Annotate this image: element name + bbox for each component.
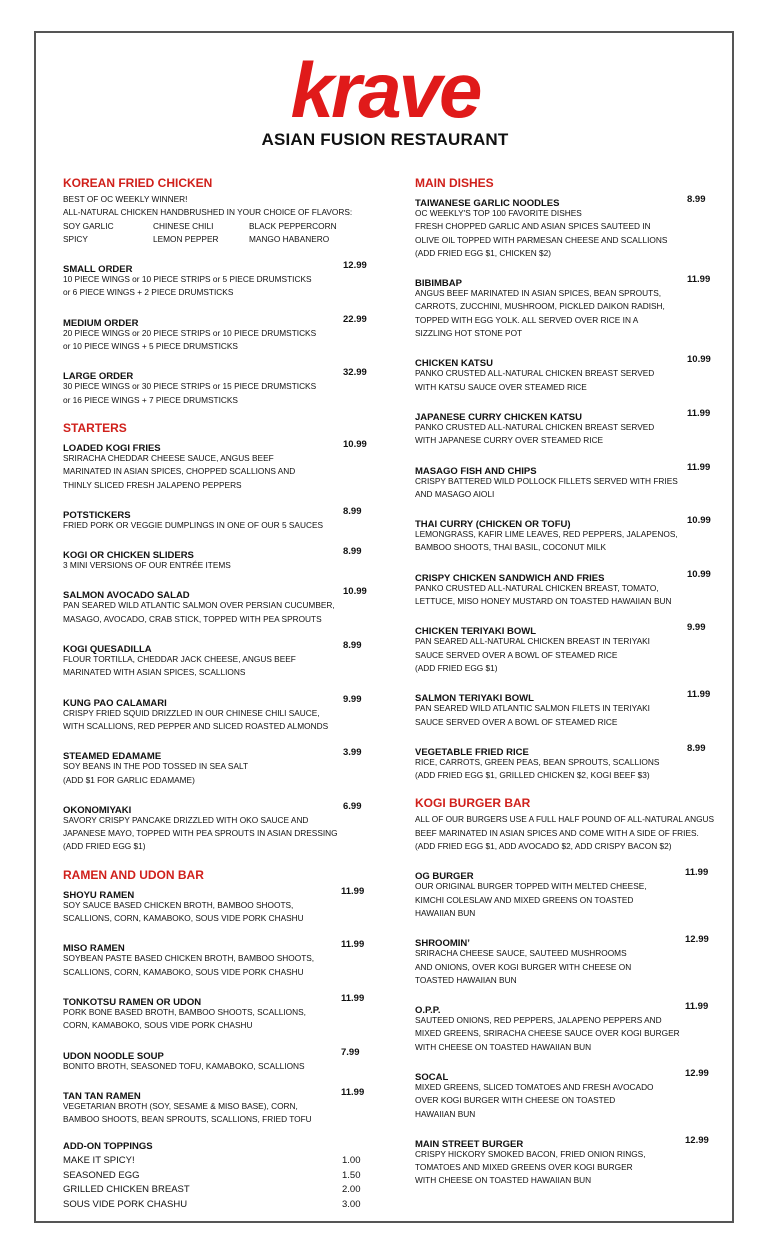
menu-item-price: 10.99 bbox=[343, 586, 367, 598]
menu-item-description: OUR ORIGINAL BURGER TOPPED WITH MELTED CHEESE, bbox=[415, 881, 647, 892]
menu-item bbox=[415, 273, 715, 340]
menu-item bbox=[415, 1067, 715, 1121]
menu-item-name: CHICKEN KATSU bbox=[415, 358, 493, 370]
menu-item-description: PAN SEARED ALL-NATURAL CHICKEN BREAST IN TERIYAKI bbox=[415, 636, 650, 647]
section-intro-line: ALL-NATURAL CHICKEN HANDBRUSHED IN YOUR CHOICE OF FLAVORS: bbox=[63, 207, 353, 218]
menu-item-description: WITH CHEESE ON TOASTED HAWAIIAN BUN bbox=[415, 1041, 592, 1052]
menu-item-header bbox=[415, 353, 715, 370]
menu-item-price: 12.99 bbox=[685, 1067, 709, 1079]
menu-item-description: SIZZLING HOT STONE POT bbox=[415, 328, 523, 339]
menu-item-description: WITH JAPANESE CURRY OVER STEAMED RICE bbox=[415, 435, 604, 446]
menu-item-header bbox=[415, 1067, 715, 1081]
menu-item bbox=[415, 461, 715, 502]
menu-item-price: 8.99 bbox=[343, 505, 362, 517]
menu-item-description: TOMATOES AND MIXED GREENS OVER KOGI BURGER bbox=[415, 1162, 633, 1173]
menu-item-description: BONITO BROTH, SEASONED TOFU, KAMABOKO, SCALLIONS bbox=[63, 1060, 305, 1071]
menu-item-header bbox=[415, 461, 715, 475]
item-list bbox=[63, 885, 373, 1127]
addon-name: SOUS VIDE PORK CHASHU bbox=[63, 1198, 188, 1210]
addon-row bbox=[63, 1154, 373, 1169]
menu-item-description: 3 MINI VERSIONS OF OUR ENTRÉE ITEMS bbox=[63, 560, 231, 571]
logo-wordmark: krave bbox=[290, 46, 480, 134]
section-intro-line: (ADD FRIED EGG $1, ADD AVOCADO $2, ADD CRISPY BACON $2) bbox=[415, 841, 672, 852]
menu-item-price: 11.99 bbox=[341, 992, 365, 1004]
right-column bbox=[415, 176, 715, 1188]
addon-list bbox=[63, 1154, 373, 1212]
menu-item bbox=[63, 259, 373, 300]
menu-item-description: MIXED GREENS, SRIRACHA CHEESE SAUCE OVER KOGI BURGER bbox=[415, 1028, 680, 1039]
menu-item bbox=[63, 313, 373, 354]
menu-item bbox=[63, 585, 373, 626]
menu-item-description: CORN, KAMABOKO, SOUS VIDE PORK CHASHU bbox=[63, 1020, 253, 1031]
menu-item-description: ANGUS BEEF MARINATED IN ASIAN SPICES, BEAN SPROUTS, bbox=[415, 288, 662, 299]
menu-item-name: UDON NOODLE SOUP bbox=[63, 1050, 164, 1062]
menu-item-header bbox=[63, 800, 373, 814]
menu-item-description: TOPPED WITH EGG YOLK. ALL SERVED OVER RICE IN A bbox=[415, 314, 639, 325]
addon-price: 2.00 bbox=[342, 1184, 361, 1196]
flavor: BLACK PEPPERCORN bbox=[249, 220, 337, 231]
menu-item-name: SOCAL bbox=[415, 1071, 449, 1083]
menu-item-price: 11.99 bbox=[341, 885, 365, 897]
section-title: MAIN DISHES bbox=[415, 176, 494, 190]
menu-item-description: or 16 PIECE WINGS + 7 PIECE DRUMSTICKS bbox=[63, 394, 238, 405]
menu-item bbox=[63, 505, 373, 532]
menu-item bbox=[63, 693, 373, 734]
menu-item bbox=[415, 568, 715, 609]
menu-item-description: or 10 PIECE WINGS + 5 PIECE DRUMSTICKS bbox=[63, 341, 238, 352]
menu-item-description: JAPANESE MAYO, TOPPED WITH PEA SPROUTS IN ASIAN DRESSING bbox=[63, 828, 338, 839]
menu-item-name: TONKOTSU RAMEN OR UDON bbox=[63, 996, 202, 1008]
menu-item-description: 10 PIECE WINGS or 10 PIECE STRIPS or 5 PIECE DRUMSTICKS bbox=[63, 274, 312, 285]
menu-item-description: WITH KATSU SAUCE OVER STEAMED RICE bbox=[415, 381, 587, 392]
menu-item-header bbox=[63, 1046, 373, 1060]
menu-item-price: 10.99 bbox=[687, 354, 711, 366]
menu-item-description: PANKO CRUSTED ALL-NATURAL CHICKEN BREAST, TOMATO, bbox=[415, 582, 659, 593]
item-list bbox=[63, 438, 373, 854]
menu-item-price: 11.99 bbox=[687, 461, 711, 473]
menu-item-description: KIMCHI COLESLAW AND MIXED GREENS ON TOASTED bbox=[415, 894, 634, 905]
menu-item-price: 6.99 bbox=[343, 800, 362, 812]
menu-item-header bbox=[63, 1086, 373, 1100]
addon-price: 3.00 bbox=[342, 1198, 361, 1210]
menu-item-name: SALMON AVOCADO SALAD bbox=[63, 590, 190, 602]
menu-item-description: FRIED PORK OR VEGGIE DUMPLINGS IN ONE OF OUR 5 SAUCES bbox=[63, 519, 324, 530]
menu-item-price: 12.99 bbox=[685, 934, 709, 946]
menu-item-name: TAN TAN RAMEN bbox=[63, 1090, 141, 1102]
section-title: STARTERS bbox=[63, 420, 127, 435]
menu-item-description: SAUCE SERVED OVER A BOWL OF STEAMED RICE bbox=[415, 716, 618, 727]
menu-item-description: OVER KOGI BURGER WITH CHEESE ON TOASTED bbox=[415, 1095, 616, 1106]
menu-item-description: MARINATED IN ASIAN SPICES, CHOPPED SCALLIONS AND bbox=[63, 466, 296, 477]
menu-item-description: SRIRACHA CHEDDAR CHEESE SAUCE, ANGUS BEEF bbox=[63, 452, 274, 463]
menu-item-name: THAI CURRY (CHICKEN OR TOFU) bbox=[415, 519, 571, 531]
menu-item bbox=[63, 885, 373, 926]
menu-item-description: SOYBEAN PASTE BASED CHICKEN BROTH, BAMBOO SHOOTS, bbox=[63, 953, 315, 964]
menu-item-name: OKONOMIYAKI bbox=[63, 804, 132, 816]
menu-item-description: MIXED GREENS, SLICED TOMATOES AND FRESH AVOCADO bbox=[415, 1081, 654, 1092]
addon-name: GRILLED CHICKEN BREAST bbox=[63, 1184, 190, 1196]
menu-item bbox=[63, 1086, 373, 1127]
menu-item bbox=[63, 1046, 373, 1073]
menu-item-description: AND MASAGO AIOLI bbox=[415, 488, 495, 499]
menu-item-description: CRISPY FRIED SQUID DRIZZLED IN OUR CHINESE CHILI SAUCE, bbox=[63, 707, 320, 718]
menu-item-description: SOY BEANS IN THE POD TOSSED IN SEA SALT bbox=[63, 761, 249, 772]
menu-item-price: 11.99 bbox=[687, 689, 711, 701]
menu-item-description: PANKO CRUSTED ALL-NATURAL CHICKEN BREAST SERVED bbox=[415, 368, 655, 379]
menu-item-price: 8.99 bbox=[343, 546, 362, 558]
flavor-list bbox=[63, 220, 373, 247]
menu-item-description: BAMBOO SHOOTS, BEAN SPROUTS, SCALLIONS, FRIED TOFU bbox=[63, 1114, 312, 1125]
menu-item-price: 10.99 bbox=[687, 568, 711, 580]
menu-item bbox=[63, 938, 373, 979]
addon-row bbox=[63, 1198, 373, 1213]
menu-item-header bbox=[63, 639, 373, 656]
menu-item-name: O.P.P. bbox=[415, 1005, 441, 1017]
menu-item-name: MAIN STREET BURGER bbox=[415, 1138, 524, 1150]
menu-item-description: CRISPY HICKORY SMOKED BACON, FRIED ONION RINGS, bbox=[415, 1148, 646, 1159]
menu-item-description: 30 PIECE WINGS or 30 PIECE STRIPS or 15 PIECE DRUMSTICKS bbox=[63, 381, 317, 392]
menu-item-header bbox=[415, 514, 715, 531]
menu-item-description: CARROTS, ZUCCHINI, MUSHROOM, PICKLED DAIKON RADISH, bbox=[415, 301, 665, 312]
menu-item-price: 9.99 bbox=[687, 622, 706, 634]
menu-item-description: SCALLIONS, CORN, KAMABOKO, SOUS VIDE PORK CHASHU bbox=[63, 913, 304, 924]
item-list bbox=[63, 259, 373, 407]
menu-item bbox=[63, 366, 373, 407]
menu-item bbox=[415, 514, 715, 555]
menu-item-header bbox=[63, 693, 373, 707]
menu-item-header bbox=[63, 746, 373, 763]
menu-item-description: OLIVE OIL TOPPED WITH PARMESAN CHEESE AND SCALLIONS bbox=[415, 234, 668, 245]
menu-item-price: 8.99 bbox=[687, 742, 706, 754]
menu-item-description: SAUCE SERVED OVER A BOWL OF STEAMED RICE bbox=[415, 649, 618, 660]
menu-item bbox=[415, 407, 715, 448]
menu-item-description: MASAGO, AVOCADO, CRAB STICK, TOPPED WITH PEA SPROUTS bbox=[63, 613, 322, 624]
menu-item-name: TAIWANESE GARLIC NOODLES bbox=[415, 198, 560, 209]
addon-row bbox=[63, 1169, 373, 1184]
section-title: KOREAN FRIED CHICKEN bbox=[63, 176, 213, 190]
menu-item-description: SAVORY CRISPY PANCAKE DRIZZLED WITH OKO SAUCE AND bbox=[63, 814, 309, 825]
menu-item-header bbox=[63, 585, 373, 602]
menu-item-description: PAN SEARED WILD ATLANTIC SALMON OVER PERSIAN CUCUMBER, bbox=[63, 600, 335, 611]
menu-item-description: SCALLIONS, CORN, KAMABOKO, SOUS VIDE PORK CHASHU bbox=[63, 966, 304, 977]
menu-item-name: KUNG PAO CALAMARI bbox=[63, 697, 167, 709]
addon-name: SEASONED EGG bbox=[63, 1169, 140, 1181]
menu-item-description: HAWAIIAN BUN bbox=[415, 907, 476, 918]
menu-item-description: SRIRACHA CHEESE SAUCE, SAUTEED MUSHROOMS bbox=[415, 948, 627, 959]
menu-item-price: 8.99 bbox=[343, 640, 362, 652]
menu-item-description: LEMONGRASS, KAFIR LIME LEAVES, RED PEPPERS, JALAPENOS, bbox=[415, 529, 678, 540]
menu-item-description: VEGETARIAN BROTH (SOY, SESAME & MISO BASE), CORN, bbox=[63, 1100, 298, 1111]
menu-item bbox=[63, 438, 373, 492]
menu-item-price: 11.99 bbox=[685, 867, 709, 879]
section-intro-line: BEST OF OC WEEKLY WINNER! bbox=[63, 194, 188, 204]
menu-item-name: CHICKEN TERIYAKI BOWL bbox=[415, 626, 537, 638]
menu-item-header bbox=[63, 992, 373, 1006]
section-korean-fried-chicken bbox=[63, 176, 373, 407]
menu-item-header bbox=[63, 545, 373, 562]
menu-item-name: MASAGO FISH AND CHIPS bbox=[415, 465, 537, 477]
menu-item-price: 10.99 bbox=[343, 438, 367, 450]
section-title: KOGI BURGER BAR bbox=[415, 796, 531, 811]
menu-item-description: WITH SCALLIONS, RED PEPPER AND SLICED ROASTED ALMONDS bbox=[63, 720, 329, 731]
menu-item-header bbox=[415, 407, 715, 421]
menu-item-price: 10.99 bbox=[687, 515, 711, 527]
menu-item bbox=[415, 621, 715, 675]
menu-item-header bbox=[415, 1134, 715, 1148]
menu-item bbox=[415, 933, 715, 987]
menu-item-description: CRISPY BATTERED WILD POLLOCK FILLETS SERVED WITH FRIES bbox=[415, 475, 678, 486]
menu-item-description: SOY SAUCE BASED CHICKEN BROTH, BAMBOO SHOOTS, bbox=[63, 899, 294, 910]
menu-item-description: MARINATED WITH ASIAN SPICES, SCALLIONS bbox=[63, 667, 246, 678]
menu-item-name: LOADED KOGI FRIES bbox=[63, 442, 161, 454]
menu-item-description: THINLY SLICED FRESH JALAPENO PEPPERS bbox=[63, 479, 242, 490]
flavor: CHINESE CHILI bbox=[153, 220, 214, 231]
menu-item-name: JAPANESE CURRY CHICKEN KATSU bbox=[415, 411, 582, 423]
menu-item-header bbox=[415, 866, 715, 883]
section-ramen-udon bbox=[63, 868, 373, 1213]
section-kogi-burger-bar bbox=[415, 796, 715, 1187]
menu-item-description: (ADD FRIED EGG $1) bbox=[415, 662, 498, 673]
menu-item-header bbox=[415, 742, 715, 756]
menu-item-description: 20 PIECE WINGS or 20 PIECE STRIPS or 10 PIECE DRUMSTICKS bbox=[63, 327, 317, 338]
menu-item-header bbox=[63, 313, 373, 327]
menu-item-description: OC WEEKLY'S TOP 100 FAVORITE DISHES bbox=[415, 208, 582, 218]
section-starters bbox=[63, 421, 373, 854]
section-main-dishes bbox=[415, 176, 715, 782]
menu-item-description: SAUTEED ONIONS, RED PEPPERS, JALAPENO PEPPERS AND bbox=[415, 1015, 662, 1026]
menu-item-name: SHOYU RAMEN bbox=[63, 889, 135, 901]
section-intro-line: BEEF MARINATED IN ASIAN SPICES AND COME WITH A SIDE OF FRIES. bbox=[415, 827, 699, 838]
menu-item-name: STEAMED EDAMAME bbox=[63, 751, 162, 763]
menu-item-description: (ADD FRIED EGG $1, GRILLED CHICKEN $2, KOGI BEEF $3) bbox=[415, 770, 650, 781]
menu-item-description: AND ONIONS, OVER KOGI BURGER WITH CHEESE ON bbox=[415, 961, 632, 972]
menu-item-price: 11.99 bbox=[687, 407, 711, 419]
menu-item-header bbox=[63, 938, 373, 955]
menu-item-name: MISO RAMEN bbox=[63, 943, 125, 955]
menu-item bbox=[63, 992, 373, 1033]
item-list bbox=[415, 193, 715, 782]
menu-item bbox=[415, 866, 715, 920]
menu-item-name: KOGI OR CHICKEN SLIDERS bbox=[63, 550, 194, 562]
menu-item-description: PAN SEARED WILD ATLANTIC SALMON FILETS IN TERIYAKI bbox=[415, 703, 650, 714]
menu-item-description: HAWAIIAN BUN bbox=[415, 1108, 476, 1119]
menu-item-name: POTSTICKERS bbox=[63, 509, 131, 521]
menu-item-name: KOGI QUESADILLA bbox=[63, 644, 152, 656]
krave-logo bbox=[250, 46, 520, 134]
menu-item-header bbox=[63, 885, 373, 899]
menu-item bbox=[415, 1000, 715, 1054]
menu-item-description: (ADD FRIED EGG $1, CHICKEN $2) bbox=[415, 247, 552, 258]
flavor: LEMON PEPPER bbox=[153, 233, 219, 244]
menu-item-description: (ADD $1 FOR GARLIC EDAMAME) bbox=[63, 774, 195, 785]
menu-item-header bbox=[415, 193, 715, 207]
menu-item-description: FLOUR TORTILLA, CHEDDAR JACK CHEESE, ANGUS BEEF bbox=[63, 654, 296, 665]
addon-name: MAKE IT SPICY! bbox=[63, 1155, 135, 1167]
menu-item-price: 12.99 bbox=[685, 1134, 709, 1146]
item-list bbox=[415, 866, 715, 1187]
menu-item-name: SMALL ORDER bbox=[63, 264, 133, 276]
menu-item-header bbox=[415, 621, 715, 638]
menu-item-description: WITH CHEESE ON TOASTED HAWAIIAN BUN bbox=[415, 1175, 592, 1186]
menu-item-description: BAMBOO SHOOTS, THAI BASIL, COCONUT MILK bbox=[415, 542, 607, 553]
menu-item-header bbox=[415, 568, 715, 582]
flavor: MANGO HABANERO bbox=[249, 233, 330, 244]
menu-item bbox=[63, 800, 373, 854]
flavor: SPICY bbox=[63, 233, 88, 244]
menu-item-header bbox=[415, 1000, 715, 1017]
menu-item-description: FRESH CHOPPED GARLIC AND ASIAN SPICES SAUTEED IN bbox=[415, 221, 651, 232]
menu-item-price: 9.99 bbox=[343, 693, 362, 705]
section-intro-line: ALL OF OUR BURGERS USE A FULL HALF POUND OF ALL-NATURAL ANGUS bbox=[415, 814, 715, 825]
menu-item-name: SHROOMIN’ bbox=[415, 938, 470, 950]
menu-item-name: BIBIMBAP bbox=[415, 278, 462, 290]
addon-price: 1.50 bbox=[342, 1169, 361, 1181]
menu-item-name: SALMON TERIYAKI BOWL bbox=[415, 693, 534, 705]
menu-item-name: OG BURGER bbox=[415, 871, 474, 883]
menu-item-price: 32.99 bbox=[343, 367, 367, 379]
menu-item-description: PANKO CRUSTED ALL-NATURAL CHICKEN BREAST SERVED bbox=[415, 421, 655, 432]
menu-item-description: LETTUCE, MISO HONEY MUSTARD ON TOASTED HAWAIIAN BUN bbox=[415, 596, 672, 607]
menu-item-header bbox=[63, 438, 373, 452]
menu-item-price: 11.99 bbox=[685, 1001, 709, 1013]
menu-item-header bbox=[63, 366, 373, 383]
menu-item-description: RICE, CARROTS, GREEN PEAS, BEAN SPROUTS, SCALLIONS bbox=[415, 756, 660, 767]
menu-item-price: 3.99 bbox=[343, 747, 362, 759]
menu-item-description: PORK BONE BASED BROTH, BAMBOO SHOOTS, SCALLIONS, bbox=[63, 1006, 306, 1017]
menu-item-price: 7.99 bbox=[341, 1046, 360, 1058]
menu-item bbox=[415, 688, 715, 729]
menu-item bbox=[415, 353, 715, 394]
menu-item-price: 22.99 bbox=[343, 313, 367, 325]
flavor: SOY GARLIC bbox=[63, 220, 114, 231]
menu-item-header bbox=[63, 505, 373, 519]
menu-item bbox=[415, 193, 715, 260]
menu-item-price: 8.99 bbox=[687, 194, 706, 205]
menu-item-name: VEGETABLE FRIED RICE bbox=[415, 746, 529, 758]
menu-item-header bbox=[63, 259, 373, 276]
menu-item-name: MEDIUM ORDER bbox=[63, 317, 139, 329]
menu-item-header bbox=[415, 273, 715, 290]
menu-item-name: CRISPY CHICKEN SANDWICH AND FRIES bbox=[415, 572, 605, 584]
left-column bbox=[63, 176, 373, 1212]
addon-title: ADD-ON TOPPINGS bbox=[63, 1141, 153, 1153]
section-title: RAMEN AND UDON BAR bbox=[63, 867, 204, 882]
addon-row bbox=[63, 1183, 373, 1198]
menu-item-header bbox=[415, 688, 715, 705]
addon-price: 1.00 bbox=[342, 1155, 361, 1167]
menu-item-price: 12.99 bbox=[343, 260, 367, 272]
menu-item bbox=[63, 746, 373, 787]
menu-item bbox=[63, 545, 373, 572]
menu-item-price: 11.99 bbox=[341, 1086, 365, 1098]
menu-item-description: or 6 PIECE WINGS + 2 PIECE DRUMSTICKS bbox=[63, 287, 234, 298]
menu-item-name: LARGE ORDER bbox=[63, 371, 134, 383]
menu-item bbox=[415, 742, 715, 783]
menu-item-price: 11.99 bbox=[341, 939, 365, 951]
menu-item bbox=[63, 639, 373, 680]
menu-item-description: TOASTED HAWAIIAN BUN bbox=[415, 974, 517, 985]
menu-item-description: (ADD FRIED EGG $1) bbox=[63, 841, 146, 852]
menu-item-header bbox=[415, 933, 715, 950]
menu-item-price: 11.99 bbox=[687, 274, 711, 286]
restaurant-subtitle: ASIAN FUSION RESTAURANT bbox=[261, 130, 509, 149]
menu-item bbox=[415, 1134, 715, 1188]
